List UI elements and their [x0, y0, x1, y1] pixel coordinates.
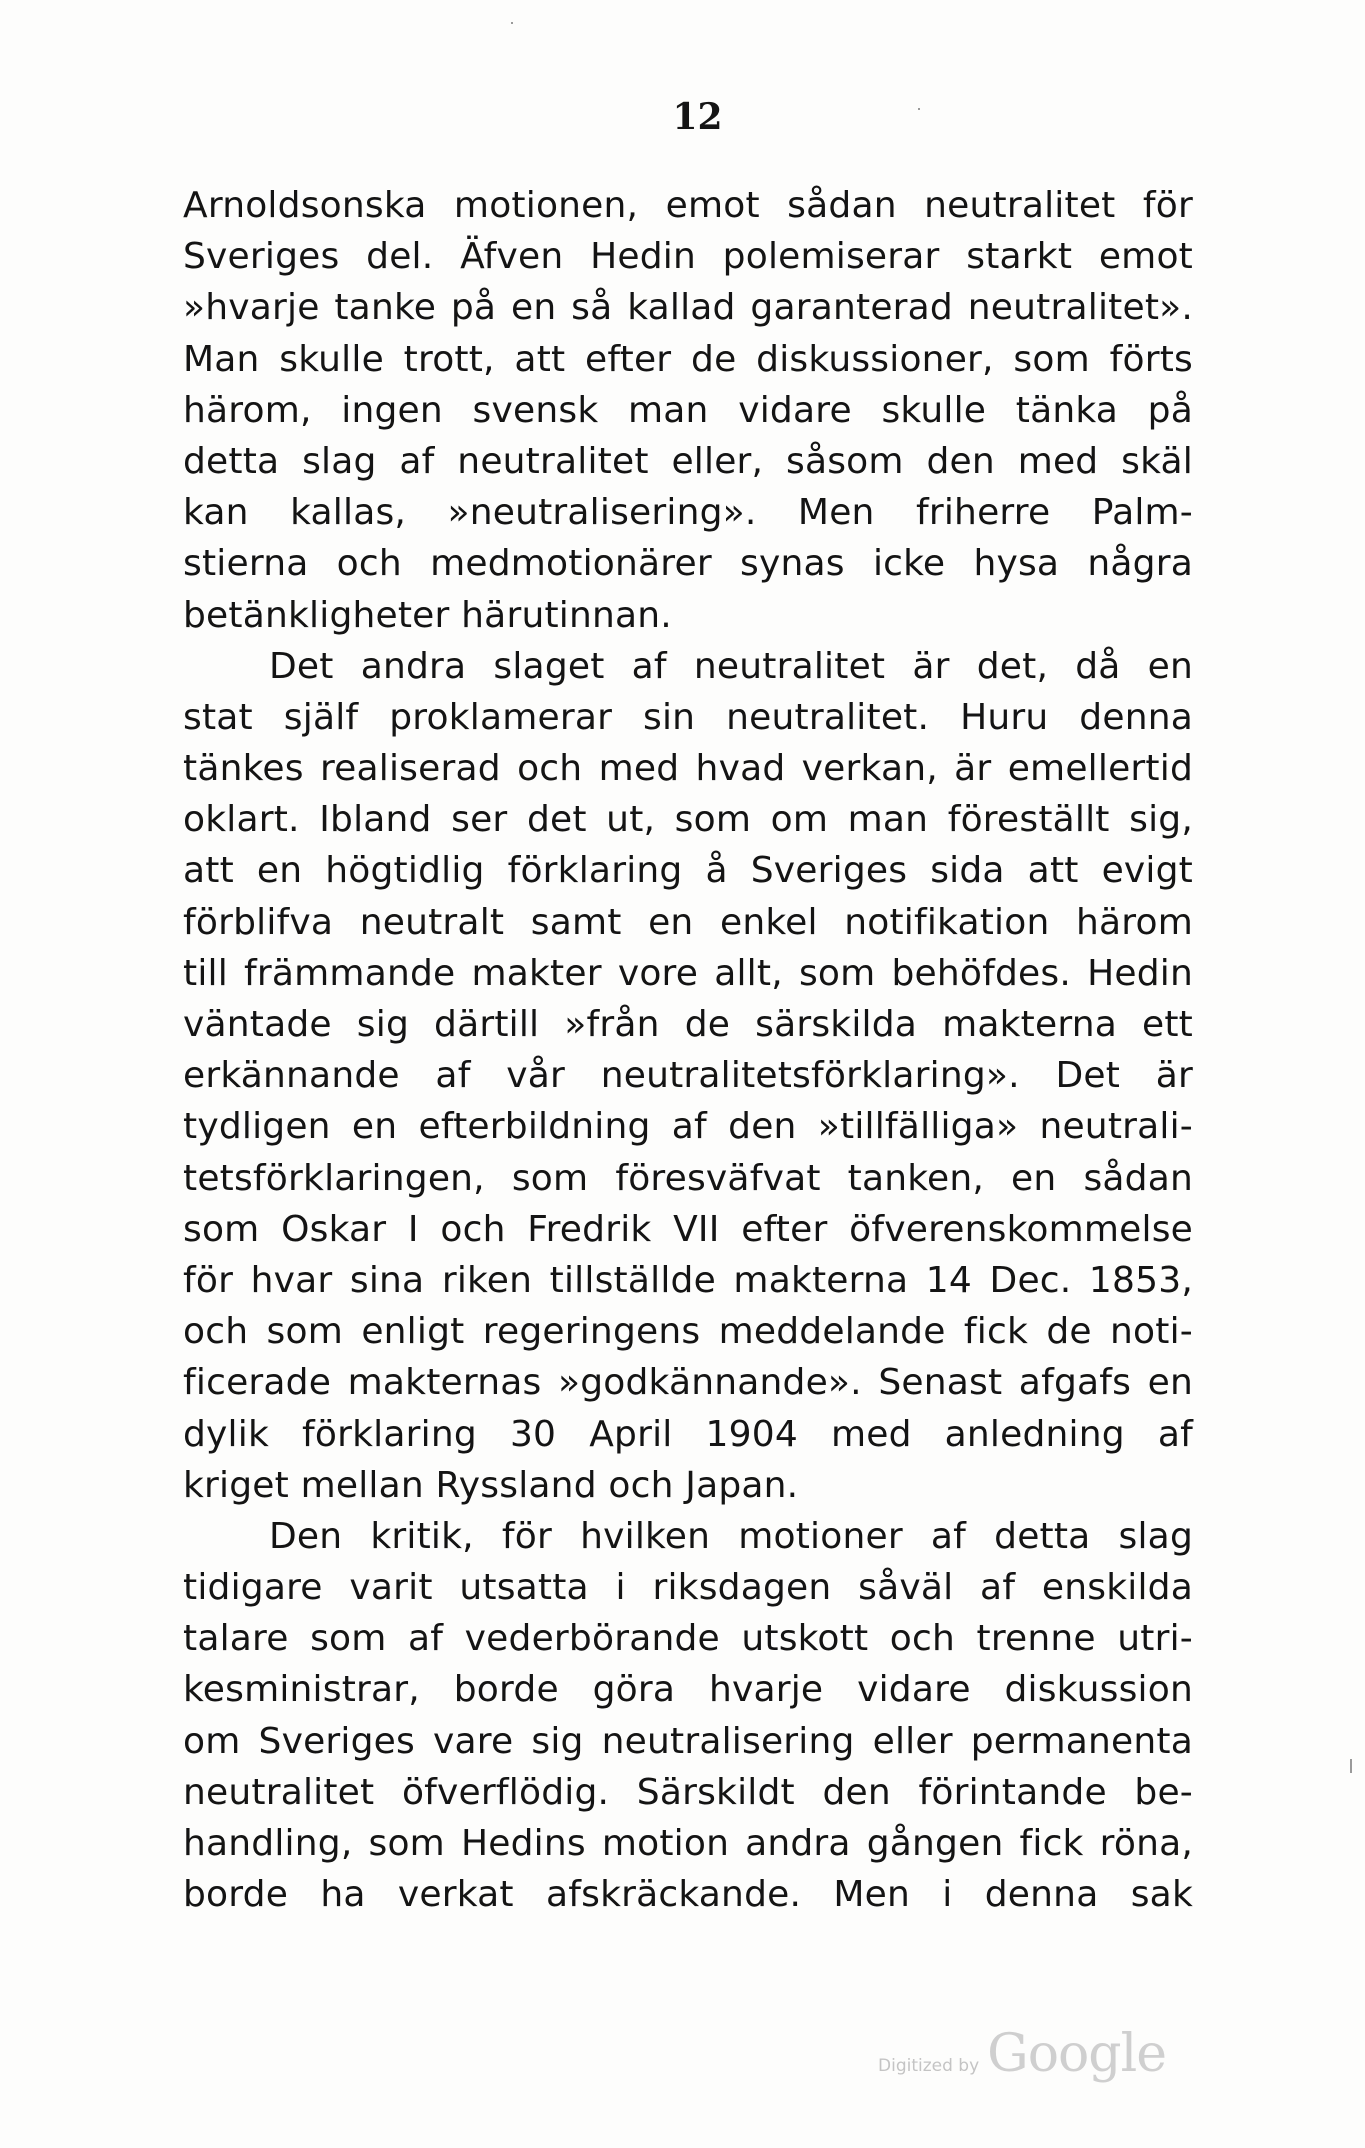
text-line: för hvar sina riken tillställde makterna 14 Dec. 1853,	[183, 1259, 1193, 1301]
text-line: stat själf proklamerar sin neutralitet. Huru denna	[183, 696, 1193, 738]
text-line: tetsförklaringen, som föresväfvat tanken, en sådan	[183, 1157, 1193, 1199]
text-line: väntade sig därtill »från de särskilda makterna ett	[183, 1004, 1193, 1045]
text-line: och som enligt regeringens meddelande fick de noti-	[183, 1311, 1193, 1353]
text-line: Man skulle trott, att efter de diskussioner, som förts	[183, 338, 1193, 380]
scan-speck	[1350, 1759, 1352, 1773]
text-line: tänkes realiserad och med hvad verkan, är emellertid	[183, 748, 1193, 790]
page-number: 12	[672, 96, 723, 138]
text-line: oklart. Ibland ser det ut, som om man föreställt sig,	[183, 799, 1193, 841]
text-line: tydligen en efterbildning af den »tillfälliga» neutrali-	[183, 1106, 1193, 1148]
text-line: förblifva neutralt samt en enkel notifikation härom	[183, 901, 1193, 943]
text-line: att en högtidlig förklaring å Sveriges sida att evigt	[183, 850, 1193, 892]
text-line: kriget mellan Ryssland och Japan.	[183, 1464, 799, 1506]
text-line: som Oskar I och Fredrik VII efter öfverenskommelse	[183, 1208, 1193, 1250]
text-line: kesministrar, borde göra hvarje vidare diskussion	[183, 1669, 1193, 1711]
google-logo: Google	[987, 2024, 1166, 2084]
text-line: till främmande makter vore allt, som behöfdes. Hedin	[183, 952, 1193, 994]
text-line: om Sveriges vare sig neutralisering eller permanenta	[183, 1720, 1193, 1762]
text-line: erkännande af vår neutralitetsförklaring». Det är	[183, 1055, 1193, 1097]
text-line: Arnoldsonska motionen, emot sådan neutralitet för	[183, 185, 1193, 226]
text-line: »hvarje tanke på en så kallad garanterad neutralitet».	[183, 287, 1193, 329]
scan-speck	[511, 22, 513, 24]
text-line: kan kallas, »neutralisering». Men friherre Palm-	[183, 492, 1193, 534]
text-line: Sveriges del. Äfven Hedin polemiserar starkt emot	[183, 236, 1193, 278]
watermark-prefix: Digitized by	[878, 2056, 980, 2076]
text-line: Det andra slaget af neutralitet är det, då en	[269, 645, 1193, 687]
text-line: detta slag af neutralitet eller, såsom den med skäl	[183, 440, 1193, 482]
text-line: Den kritik, för hvilken motioner af detta slag	[269, 1515, 1193, 1557]
text-line: härom, ingen svensk man vidare skulle tänka på	[183, 389, 1193, 431]
text-line: stierna och medmotionärer synas icke hysa några	[183, 543, 1193, 585]
text-line: talare som af vederbörande utskott och trenne utri-	[183, 1618, 1193, 1660]
text-line: handling, som Hedins motion andra gången fick röna,	[183, 1823, 1193, 1864]
digitized-watermark	[878, 2024, 1166, 2084]
text-line: betänkligheter härutinnan.	[183, 594, 672, 636]
text-line: dylik förklaring 30 April 1904 med anledning af	[183, 1413, 1193, 1455]
text-line: neutralitet öfverflödig. Särskildt den förintande be-	[183, 1771, 1193, 1813]
text-line: tidigare varit utsatta i riksdagen såväl af enskilda	[183, 1567, 1193, 1609]
body-text	[183, 180, 1193, 1920]
text-line: borde ha verkat afskräckande. Men i denna sak	[183, 1874, 1193, 1916]
text-line: ficerade makternas »godkännande». Senast afgafs en	[183, 1362, 1193, 1404]
scan-speck	[918, 108, 920, 110]
